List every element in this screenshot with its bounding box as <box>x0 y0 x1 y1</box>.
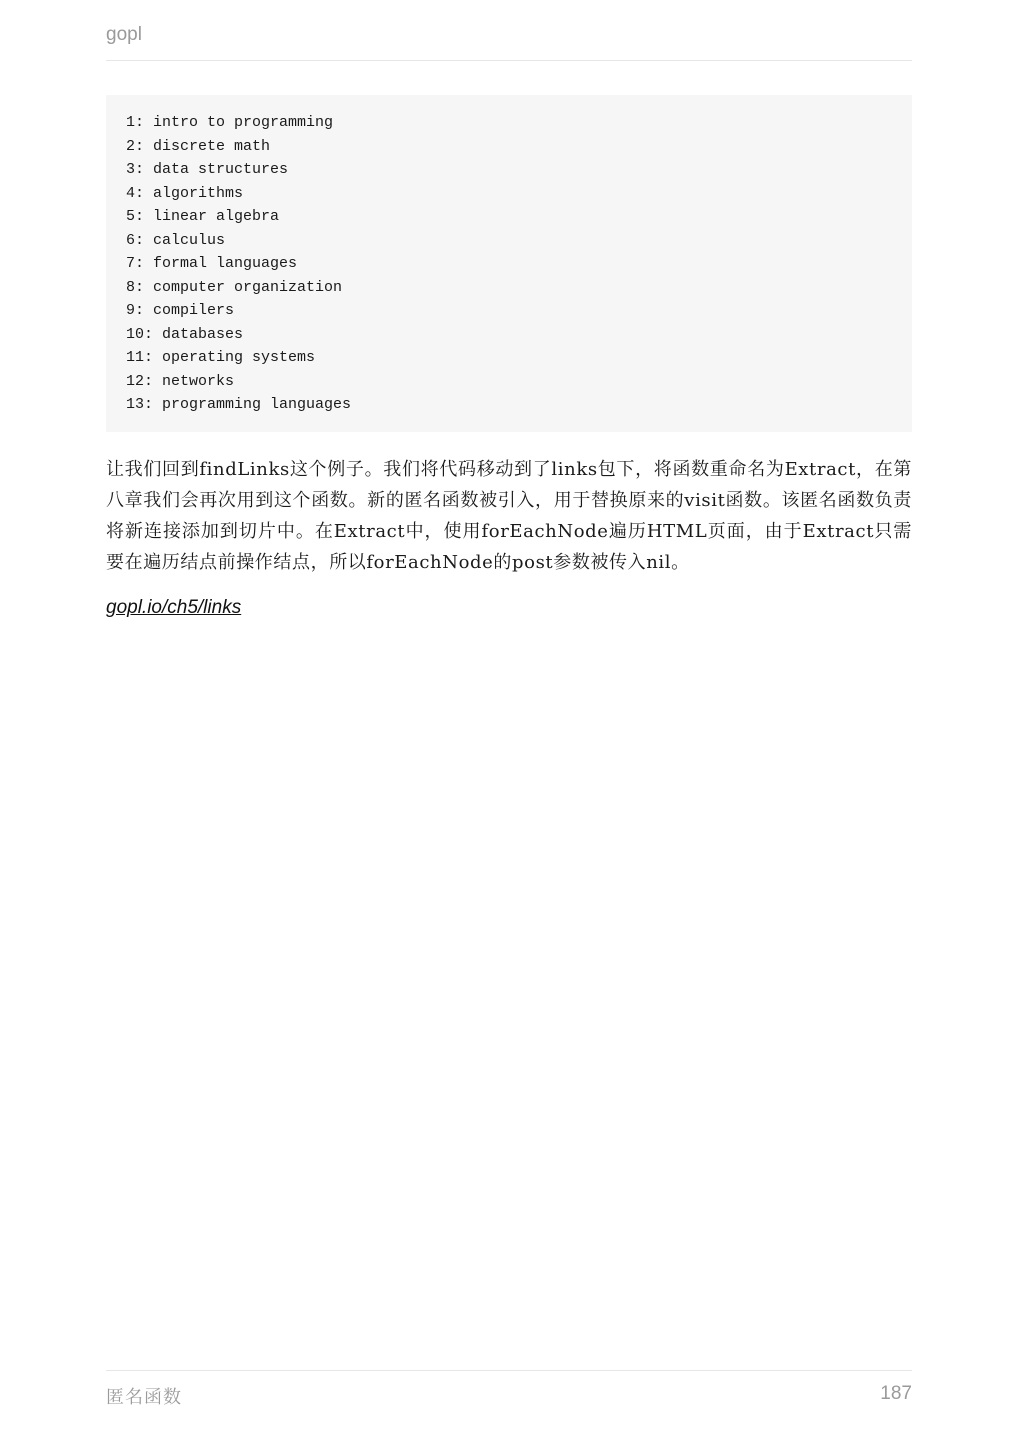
chapter-title: 匿名函数 <box>106 1387 182 1408</box>
code-line: 6: calculus <box>126 231 226 249</box>
source-link[interactable]: gopl.io/ch5/links <box>106 597 242 618</box>
code-line: 10: databases <box>126 325 244 343</box>
code-line: 11: operating systems <box>126 349 316 366</box>
code-line: 9: compilers <box>126 302 235 319</box>
page-header <box>106 22 912 61</box>
code-line: 4: algorithms <box>126 184 244 202</box>
book-title: gopl <box>106 24 142 45</box>
code-line: 2: discrete math <box>126 137 271 155</box>
code-block <box>106 95 912 432</box>
code-line: 1: intro to programming <box>126 114 334 131</box>
code-line: 5: linear algebra <box>126 208 280 225</box>
code-line: 7: formal languages <box>126 255 298 272</box>
body-paragraph: 让我们回到findLinks这个例子。我们将代码移动到了links包下，将函数重命名为Extract，在第八章我们会再次用到这个函数。新的匿名函数被引入，用于替换原来的visit函数。该匿名函数负责将新连接添加到切片中。在Extract中，使用forEachNode遍历HTML页面，由于Extract只需要在遍历结点前操作结点，所以forEachNode的post参数被传入nil。 <box>106 459 912 573</box>
code-line: 8: computer organization <box>126 278 343 296</box>
code-line: 13: programming languages <box>126 396 352 413</box>
page-footer <box>106 1370 912 1419</box>
page-number: 187 <box>880 1383 912 1404</box>
code-line: 3: data structures <box>126 161 289 178</box>
code-line: 12: networks <box>126 372 235 390</box>
